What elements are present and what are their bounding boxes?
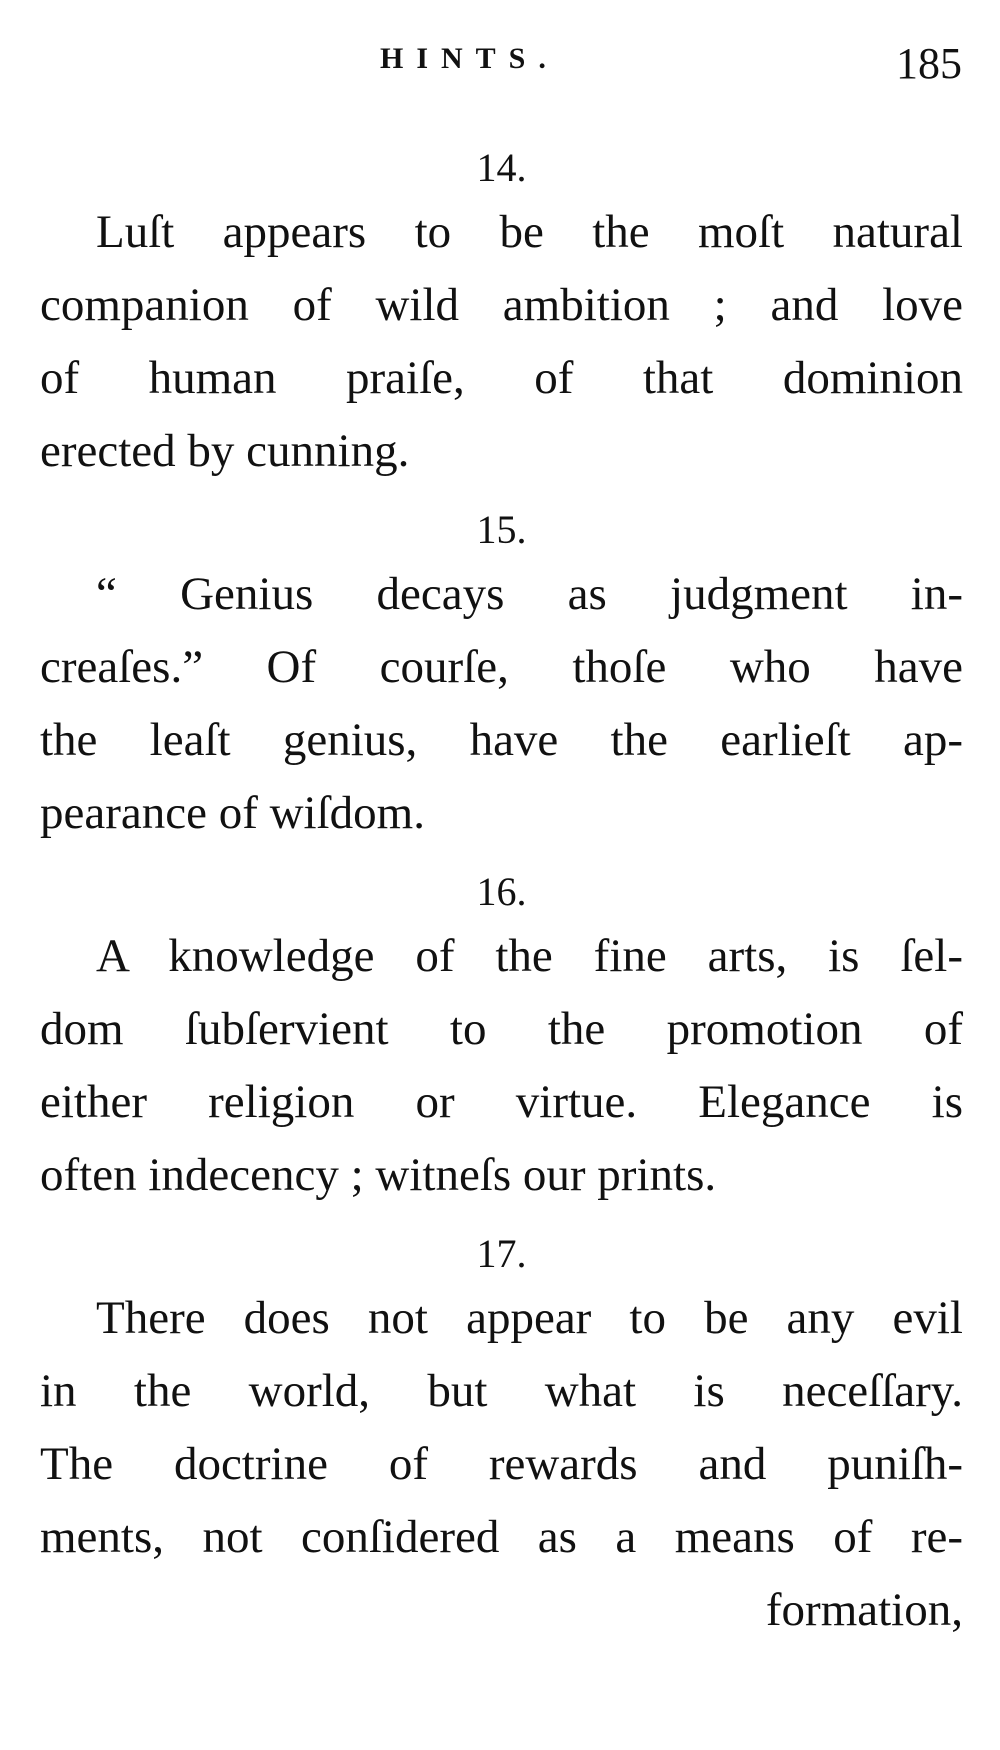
section-number-16: 16. [476,869,527,914]
catchword: formation, [765,1584,963,1636]
text-line: There does not appear to be any evil [96,1292,963,1344]
text-line: companion of wild ambition ; and love [40,279,963,331]
text-line: often indecency ; witneſs our prints. [40,1149,717,1201]
text-line: Luſt appears to be the moſt natural [96,206,963,258]
text-line: the leaſt genius, have the earlieſt ap- [40,714,963,766]
text-line: The doctrine of rewards and puniſh- [40,1438,963,1490]
section-number-17: 17. [476,1231,527,1276]
text-line: ments, not conſidered as a means of re- [40,1511,963,1563]
paragraph-17 [40,1282,963,1647]
text-line: erected by cunning. [40,425,410,477]
running-head [0,38,1000,98]
text-line: “ Genius decays as judgment in- [96,568,963,620]
text-line: of human praiſe, of that dominion [40,352,963,404]
paragraph-16 [40,920,963,1212]
text-line: either religion or virtue. Elegance is [40,1076,963,1128]
paragraph-14 [40,196,963,488]
text-line: in the world, but what is neceſſary. [40,1365,963,1417]
section-number-15: 15. [476,507,527,552]
page-number: 185 [896,39,962,88]
body-text [40,140,963,1647]
text-line: creaſes.” Of courſe, thoſe who have [40,641,963,693]
text-line: dom ſubſervient to the promotion of [40,1003,963,1055]
running-title: HINTS. [380,42,559,75]
section-number-14: 14. [476,145,527,190]
text-line: pearance of wiſdom. [40,787,425,839]
text-line: A knowledge of the fine arts, is ſel- [96,930,963,982]
paragraph-15 [40,558,963,850]
